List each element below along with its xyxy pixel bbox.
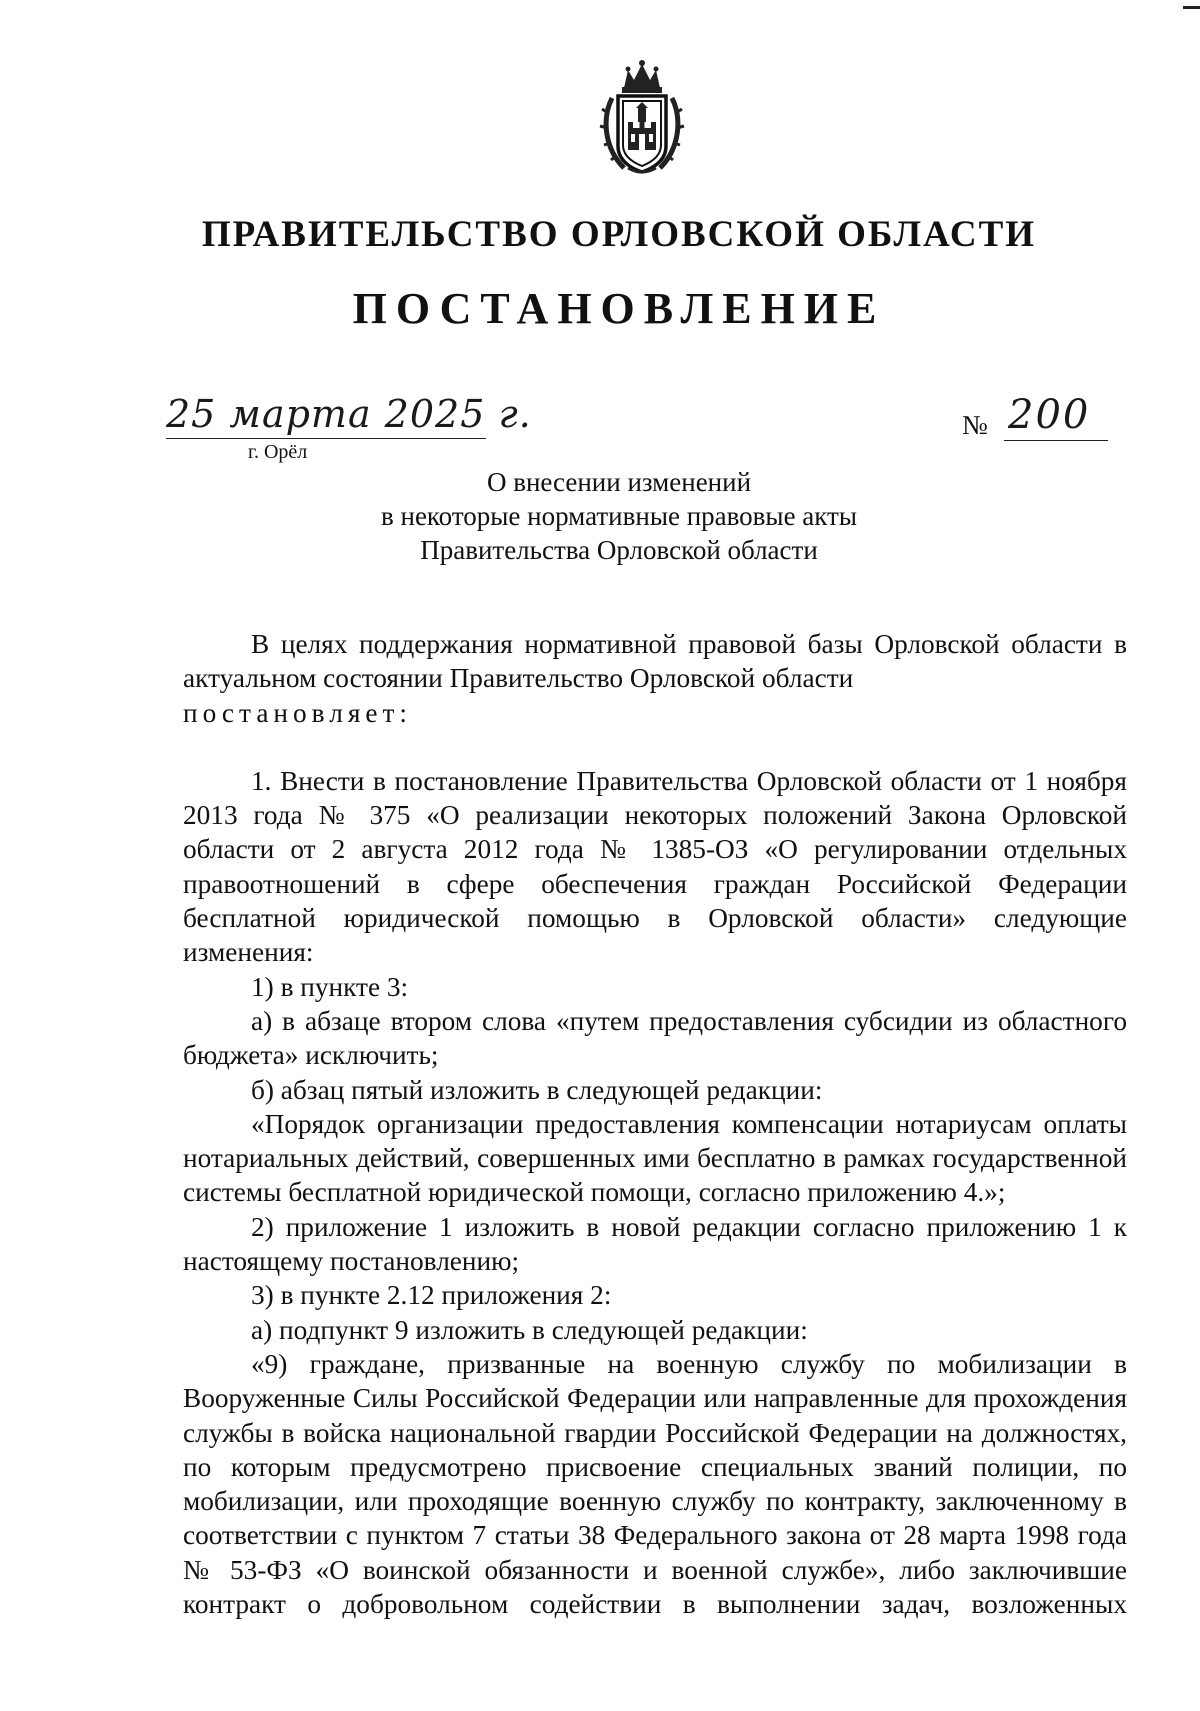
clause-1-1-b-text: «Порядок организации предоставления компенсации нотариусам оплаты нотариальных действий, совершенных ими бесплатно в рамках государственной системы бесплатной юридической помощи, согласно приложению 4.»; — [183, 1108, 1127, 1208]
document-type-heading: ПОСТАНОВЛЕНИЕ — [352, 284, 886, 333]
preamble-paragraph: В целях поддержания нормативной правовой базы Орловской области в актуальном состоянии Правительство Орловской области — [183, 629, 1127, 694]
clause-1-3-a: а) подпункт 9 изложить в следующей редакции: — [251, 1314, 808, 1345]
government-name-heading: ПРАВИТЕЛЬСТВО ОРЛОВСКОЙ ОБЛАСТИ — [201, 214, 1037, 255]
number-underline — [1004, 440, 1108, 441]
document-number-field — [960, 392, 1110, 452]
clause-1: 1. Внести в постановление Правительства Орловской области от 1 ноября 2013 года № 375 «О реализации некоторых положений Закона Орловской области от 2 августа 2012 года № 1385-ОЗ «О регулировании отдельных правоотношений в сфере обеспечения граждан Российской Федерации бесплатной юридической помощью в Орловской области» следующие изменения: — [183, 765, 1127, 968]
date-field — [166, 392, 532, 452]
clause-1-3: 3) в пункте 2.12 приложения 2: — [251, 1280, 612, 1311]
decree-word: постановляет: — [183, 697, 413, 728]
scan-edge-mark — [1183, 6, 1200, 9]
subject-line: О внесении изменений — [486, 467, 752, 497]
city-label: г. Орёл — [248, 441, 308, 463]
subject-line: Правительства Орловской области — [420, 535, 818, 565]
document-subject — [0, 465, 1200, 567]
number-sign: № — [962, 410, 988, 440]
clause-1-1-b: б) абзац пятый изложить в следующей редакции: — [251, 1074, 823, 1105]
coat-of-arms-emblem — [598, 58, 686, 178]
document-body — [183, 627, 1127, 1621]
clause-1-3-a-text: «9) граждане, призванные на военную службу по мобилизации в Вооруженные Силы Российской Федерации или направленные для прохождения службы в войска национальной гвардии Российской Федерации на должностях, по которым предусмотрено присвоение специальных званий полиции, по мобилизации, или проходящие военную службу по контракту, заключенному в соответствии с пунктом 7 статьи 38 Федерального закона от 28 марта 1998 года № 53-ФЗ «О воинской обязанности и военной службе», либо заключившие контракт о добровольном содействии в выполнении задач, возложенных — [183, 1348, 1127, 1620]
clause-1-1: 1) в пункте 3: — [251, 971, 409, 1002]
paragraph-gap — [183, 730, 1127, 764]
handwritten-number: 200 — [1008, 392, 1091, 438]
handwritten-date: 25 марта 2025 г. — [166, 392, 532, 436]
date-underline — [166, 438, 486, 439]
clause-1-2: 2) приложение 1 изложить в новой редакции согласно приложению 1 к настоящему постановлению; — [183, 1211, 1127, 1277]
clause-1-1-a: а) в абзаце втором слова «путем предоставления субсидии из областного бюджета» исключить; — [183, 1005, 1127, 1071]
subject-line: в некоторые нормативные правовые акты — [381, 501, 857, 531]
